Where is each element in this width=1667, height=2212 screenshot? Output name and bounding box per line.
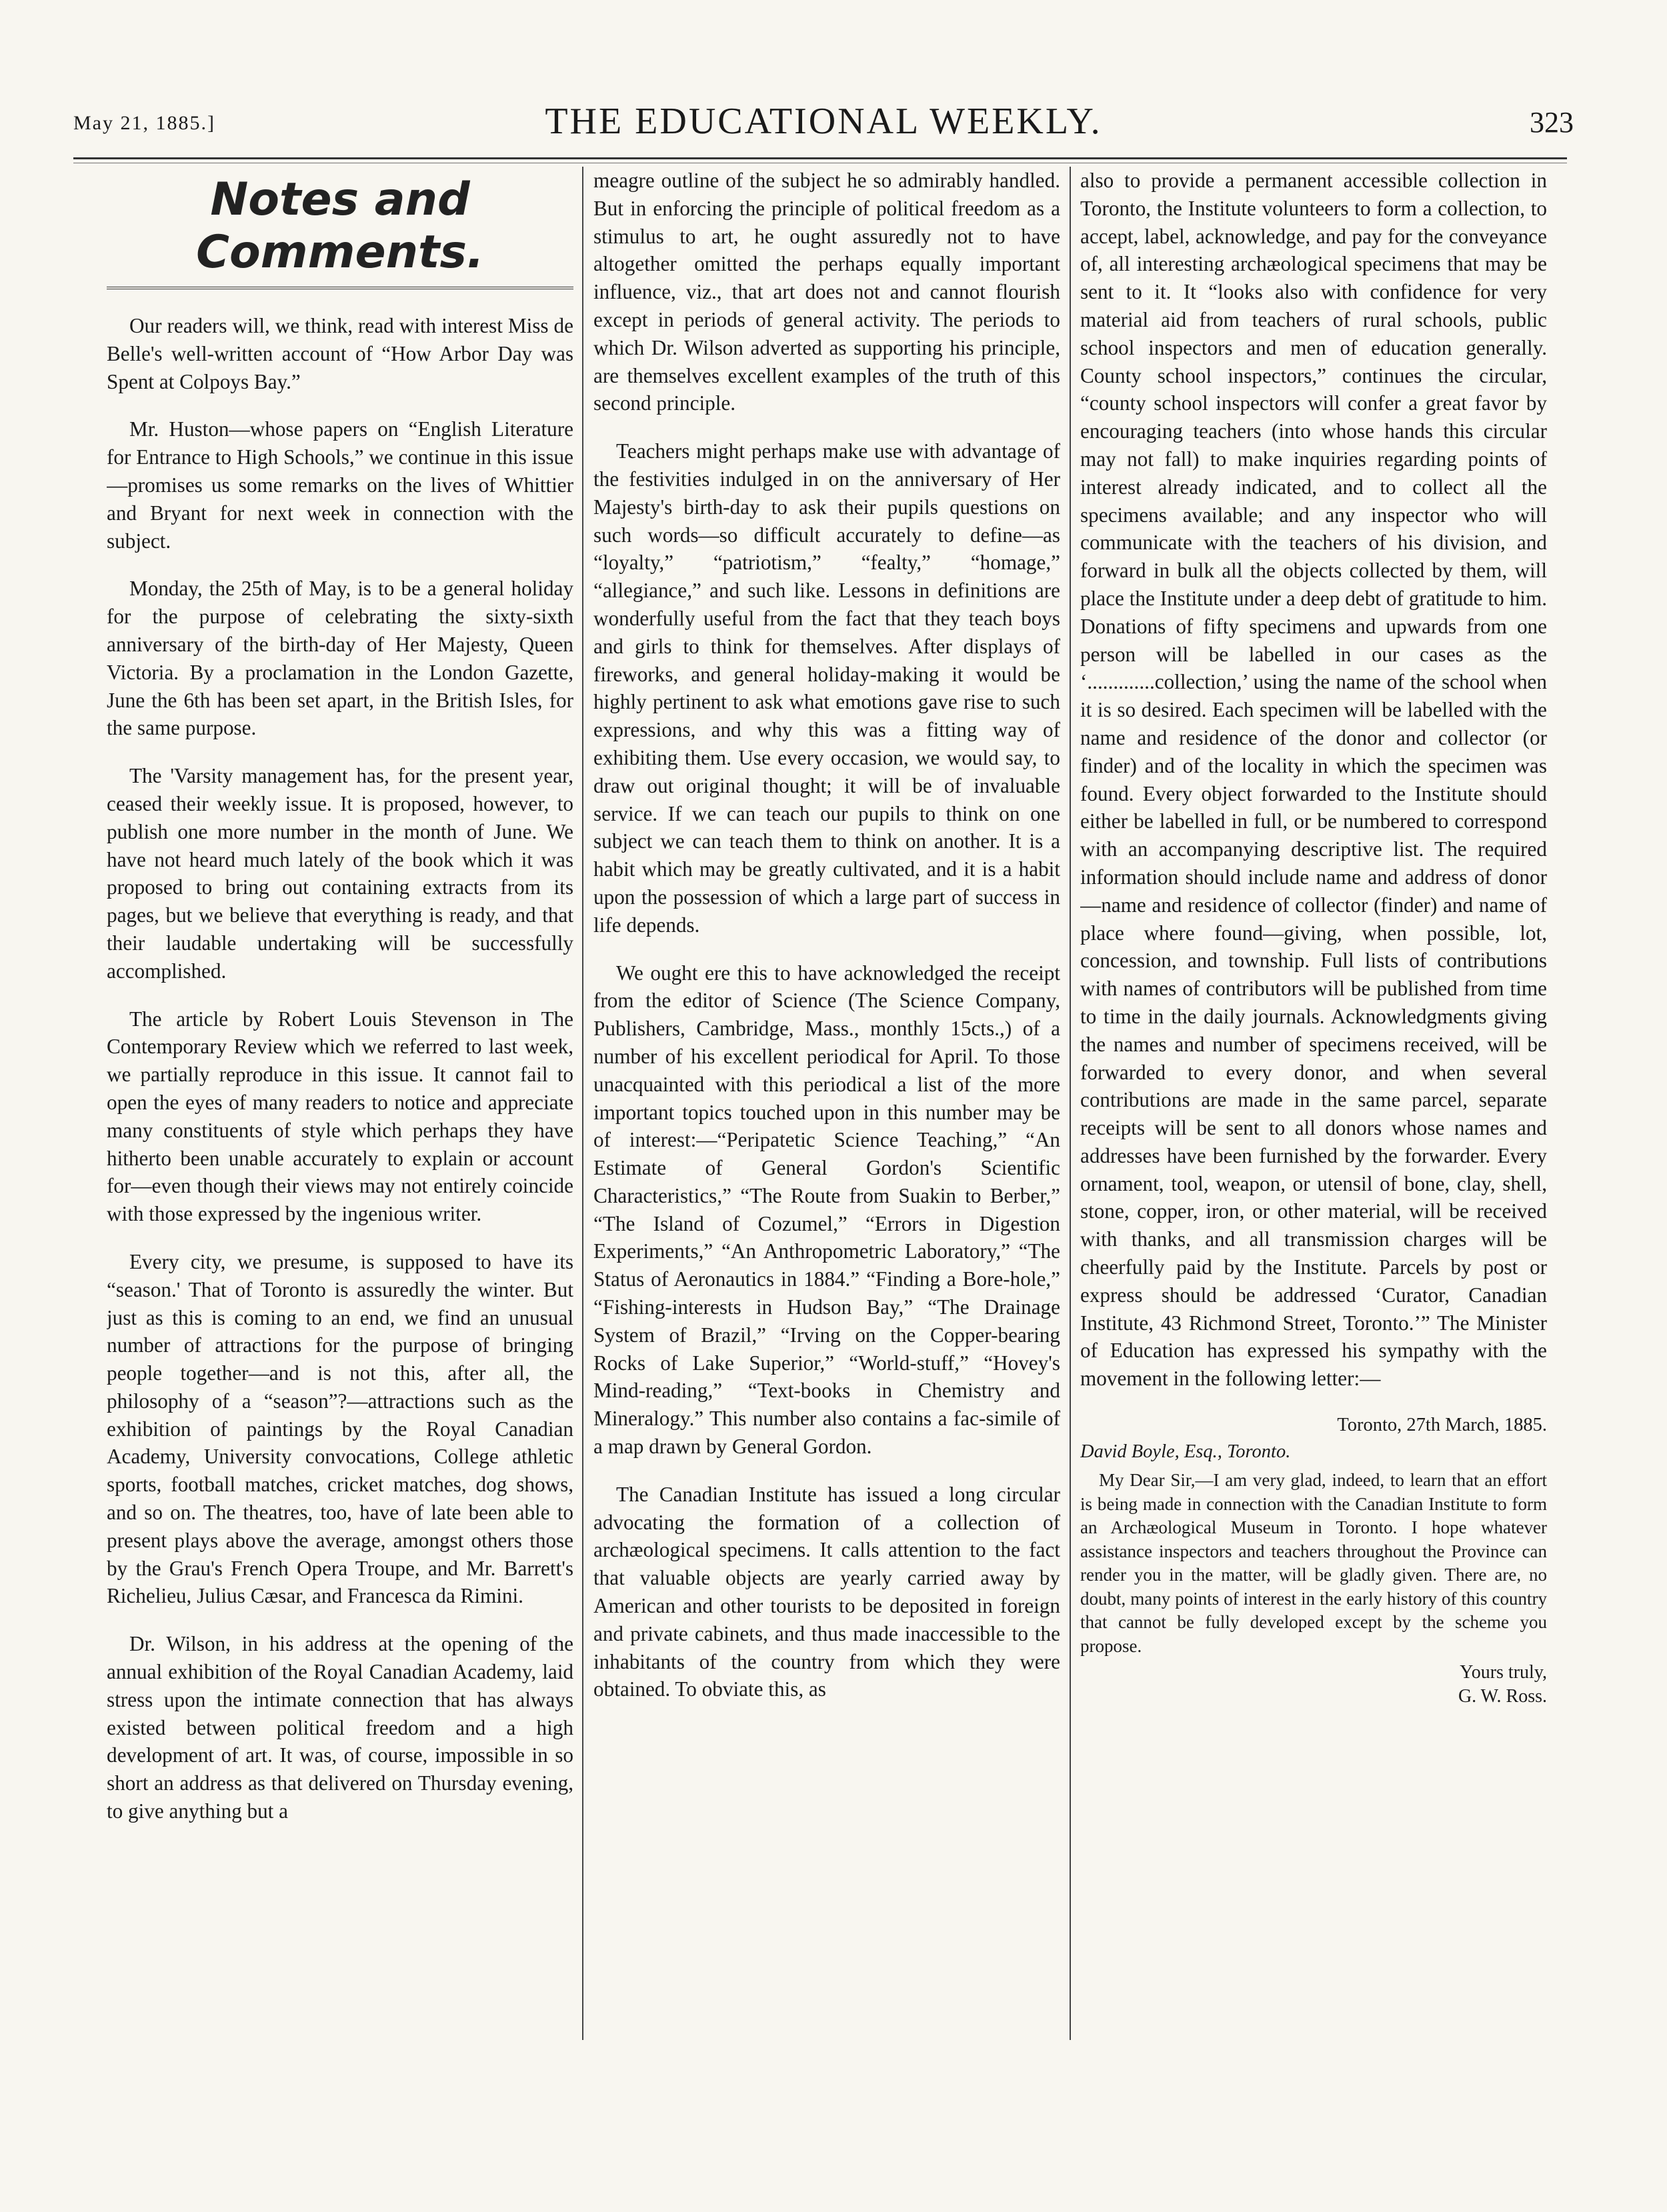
paragraph: Our readers will, we think, read with interest Miss de Belle's well-written account of “How Arbor Day was Spent at Colpoys Bay.” (107, 314, 573, 393)
page-header (73, 100, 1574, 153)
quoted-letter (1080, 1413, 1547, 1709)
letter-body: My Dear Sir,—I am very glad, indeed, to learn that an effort is being made in connection with the Canadian Institute to form an Archæological Museum in Toronto. I hope whatever assistance inspectors and teachers throughout the Province can render you in the matter, will be gladly given. There are, no doubt, many points of interest in the early history of this country that cannot be fully developed except by the scheme you propose. (1080, 1470, 1547, 1656)
issue-date: May 21, 1885.] (73, 112, 215, 134)
paragraph: meagre outline of the subject he so admirably handled. But in enforcing the principle of political freedom as a stimulus to art, he ought assuredly not to have altogether omitted the perhaps equally important influence, viz., that art does not and cannot flourish except in periods of general activity. The periods to which Dr. Wilson adverted as supporting his principle, are themselves excellent examples of the truth of this second principle. (593, 169, 1060, 415)
letter-addressee: David Boyle, Esq., Toronto. (1080, 1441, 1291, 1463)
column-2 (593, 167, 1060, 2167)
paragraph: Mr. Huston—whose papers on “English Literature for Entrance to High Schools,” we continue in this issue—promises us some remarks on the lives of Whittier and Bryant for next week in connection with the subject. (107, 417, 573, 553)
paragraph: also to provide a permanent accessible collection in Toronto, the Institute volunteers to form a collection, to accept, label, acknowledge, and pay for the conveyance of, all interesting archæological specimens that may be sent to it. It “looks also with confidence for very material aid from teachers of rural schools, public school inspectors and men of education generally. County school inspectors,” continues the circular, “county school inspectors will confer a great favor by encouraging teachers (into whose hands this circular may not fall) to make inquiries regarding points of interest already indicated, and to collect all the specimens available; and any inspector who will communicate with the teachers of his division, and forward in bulk all the objects collected by them, will place the Institute under a deep debt of gratitude to him. Donations of fifty specimens and upwards from one person will be labelled in our cases as the ‘.............collection,’ using the name of the school when it is so desired. Each specimen will be labelled with the name and residence of the donor and collector (or finder) and of the locality in which the specimen was found. Every object forwarded to the Institute should either be labelled in full, or be numbered to correspond with an accompanying descriptive list. The required information should include name and address of donor—name and residence of collector (finder) and name of place where found—giving, when possible, lot, concession, and township. Full lists of contributions with names of contributors will be published from time to time in the daily journals. Acknowledgments giving the names and number of specimens received, will be forwarded to every donor, and when several contributions are made in the same parcel, separate receipts will be sent to all donors whose names and addresses have been furnished by the forwarder. Every ornament, tool, weapon, or utensil of bone, clay, shell, stone, copper, iron, or other material, will be received with thanks, and all transmission charges will be cheerfully paid by the Institute. Parcels by post or express should be addressed ‘Curator, Canadian Institute, 43 Richmond Street, Toronto.’” The Minister of Education has expressed his sympathy with the movement in the following letter:— (1080, 169, 1547, 1391)
paragraph: The Canadian Institute has issued a long circular advocating the formation of a collection of archæological specimens. It calls attention to the fact that valuable objects are yearly carried away by American and other tourists to be deposited in foreign and private cabinets, and thus made inaccessible to the inhabitants of the country from which they were obtained. To obviate this, as (593, 1482, 1060, 1701)
paragraph: The article by Robert Louis Stevenson in The Contemporary Review which we referred to last week, we partially reproduce in this issue. It cannot fail to open the eyes of many readers to notice and appreciate many constituents of style which perhaps they have hitherto been unable accurately to explain or account for—even though their views may not entirely coincide with those expressed by the ingenious writer. (107, 1007, 573, 1226)
paragraph: Teachers might perhaps make use with advantage of the festivities indulged in on the anniversary of Her Majesty's birth-day to ask their pupils questions on such words—so difficult accurately to define—as “loyalty,” “patriotism,” “fealty,” “homage,” “allegiance,” and such like. Lessons in definitions are wonderfully useful from the fact that they teach boys and girls to think for themselves. After displays of fireworks, and general holiday-making it would be highly pertinent to ask what emotions gave rise to such expressions, and why this was a fitting way of exhibiting them. Use every occasion, we would say, to draw out original thought; it will be of invaluable service. If we can teach our pupils to think on one subject we can teach them to think on another. It is a habit which may be greatly cultivated, and it is a habit upon the possession of which a large part of success in life depends. (593, 439, 1060, 937)
letter-closing: Yours truly, (1460, 1662, 1547, 1683)
column-divider (582, 167, 583, 2040)
paragraph: We ought ere this to have acknowledged the receipt from the editor of Science (The Science Company, Publishers, Cambridge, Mass., monthly 15cts.,) of a number of his excellent periodical for April. To those unacquainted with this periodical a list of the more important topics touched upon in this number may be of interest:—“Peripatetic Science Teaching,” “An Estimate of General Gordon's Scientific Characteristics,” “The Route from Suakin to Berber,” “The Island of Cozumel,” “Errors in Digestion Experiments,” “An Anthropometric Laboratory,” “The Status of Aeronautics in 1884.” “Finding a Bore-hole,” “Fishing-interests in Hudson Bay,” “The Drainage System of Brazil,” “Irving on the Copper-bearing Rocks of Lake Superior,” “World-stuff,” “Hovey's Mind-reading,” “Text-books in Chemistry and Mineralogy.” This number also contains a fac-simile of a map drawn by General Gordon. (593, 961, 1060, 1459)
section-title-rule (107, 287, 573, 289)
section-title: Notes and Comments. (196, 173, 484, 279)
publication-title: THE EDUCATIONAL WEEKLY. (545, 101, 1102, 142)
header-rule (73, 157, 1567, 159)
page-number: 323 (1530, 106, 1574, 139)
paragraph: The 'Varsity management has, for the present year, ceased their weekly issue. It is proposed, however, to publish one more number in the month of June. We have not heard much lately of the book which it was proposed to bring out containing extracts from its pages, but we believe that everything is ready, and that their laudable undertaking will be successfully accomplished. (107, 764, 573, 983)
column-1 (107, 167, 573, 2167)
paragraph: Monday, the 25th of May, is to be a general holiday for the purpose of celebrating the sixty-sixth anniversary of the birth-day of Her Majesty, Queen Victoria. By a proclamation in the London Gazette, June the 6th has been set apart, in the British Isles, for the same purpose. (107, 577, 573, 740)
letter-place-date: Toronto, 27th March, 1885. (1337, 1415, 1547, 1436)
paragraph: Every city, we presume, is supposed to have its “season.' That of Toronto is assuredly the winter. But just as this is coming to an end, we find an unusual number of attractions for the purpose of bringing people together—and is not this, after all, the philosophy of a “season”?—attractions such as the exhibition of paintings by the Royal Canadian Academy, University convocations, College athletic sports, football matches, cricket matches, dog shows, and so on. The theatres, too, have of late been able to present plays above the average, amongst others those by the Grau's French Opera Troupe, and Mr. Barrett's Richelieu, Julius Cæsar, and Francesca da Rimini. (107, 1249, 573, 1608)
letter-signature: G. W. Ross. (1458, 1686, 1547, 1707)
paragraph: Dr. Wilson, in his address at the opening of the annual exhibition of the Royal Canadian Academy, laid stress upon the intimate connection that has always existed between political freedom and a high development of art. It was, of course, impossible in so short an address as that delivered on Thursday evening, to give anything but a (107, 1632, 573, 1823)
column-divider (1070, 167, 1071, 2040)
column-3 (1080, 167, 1547, 2167)
